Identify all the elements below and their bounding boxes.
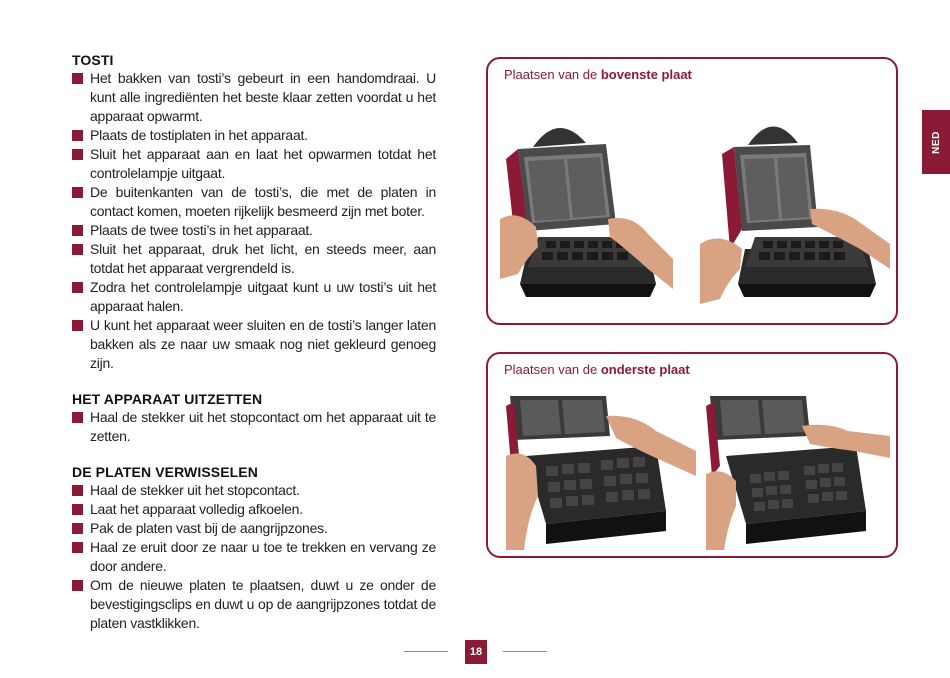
list-item: Haal de stekker uit het stopcontact om het apparaat uit te zetten. <box>72 408 436 446</box>
list-item: Laat het apparaat volledig afkoelen. <box>72 500 436 519</box>
square-bullet-icon <box>72 187 83 198</box>
list-item: U kunt het apparaat weer sluiten en de tosti’s langer laten bakken als ze naar uw smaak nog niet gekleurd genoeg zijn. <box>72 316 436 373</box>
bullet-list <box>72 69 436 373</box>
list-item: Plaats de tostiplaten in het apparaat. <box>72 126 436 145</box>
square-bullet-icon <box>72 225 83 236</box>
panel-caption: Plaatsen van de onderste plaat <box>504 362 690 377</box>
list-item: Sluit het apparaat aan en laat het opwarmen totdat het controlelampje uitgaat. <box>72 145 436 183</box>
square-bullet-icon <box>72 149 83 160</box>
bullet-list <box>72 481 436 633</box>
list-item: Pak de platen vast bij de aangrijpzones. <box>72 519 436 538</box>
instructions-column <box>72 52 436 633</box>
panel-top-plate <box>486 57 898 325</box>
list-item: Haal ze eruit door ze naar u toe te trekken en vervang ze door andere. <box>72 538 436 576</box>
section-tosti <box>72 52 436 373</box>
panel-bottom-plate <box>486 352 898 558</box>
square-bullet-icon <box>72 130 83 141</box>
section-title: DE PLATEN VERWISSELEN <box>72 464 258 480</box>
square-bullet-icon <box>72 542 83 553</box>
square-bullet-icon <box>72 282 83 293</box>
section-title: HET APPARAAT UITZETTEN <box>72 391 263 407</box>
list-item: De buitenkanten van de tosti’s, die met de platen in contact komen, moeten rijkelijk besmeerd zijn met boter. <box>72 183 436 221</box>
photo-bottom-plate-insert-2 <box>706 396 890 550</box>
square-bullet-icon <box>72 523 83 534</box>
photo-top-plate-insert-2 <box>700 99 890 309</box>
panel-caption: Plaatsen van de bovenste plaat <box>504 67 692 82</box>
photo-bottom-plate-insert-1 <box>506 396 696 550</box>
bullet-list <box>72 408 436 446</box>
list-item: Haal de stekker uit het stopcontact. <box>72 481 436 500</box>
square-bullet-icon <box>72 580 83 591</box>
list-item: Het bakken van tosti’s gebeurt in een handomdraai. U kunt alle ingrediënten het beste klaar zetten voordat u het apparaat opwarmt. <box>72 69 436 126</box>
square-bullet-icon <box>72 485 83 496</box>
list-item: Plaats de twee tosti’s in het apparaat. <box>72 221 436 240</box>
square-bullet-icon <box>72 504 83 515</box>
photo-top-plate-insert-1 <box>498 99 673 309</box>
section-platen-verwisselen <box>72 464 436 633</box>
list-item: Sluit het apparaat, druk het licht, en steeds meer, aan totdat het apparaat vergrendeld is. <box>72 240 436 278</box>
page-number: 18 <box>465 640 487 664</box>
footer-divider-left <box>404 651 448 652</box>
list-item: Om de nieuwe platen te plaatsen, duwt u ze onder de bevestigingsclips en duwt u op de aangrijpzones totdat de platen vastklikken. <box>72 576 436 633</box>
list-item: Zodra het controlelampje uitgaat kunt u uw tosti’s uit het apparaat halen. <box>72 278 436 316</box>
section-uitzetten <box>72 391 436 446</box>
language-tab: NED <box>922 110 950 174</box>
footer-divider-right <box>503 651 547 652</box>
square-bullet-icon <box>72 320 83 331</box>
square-bullet-icon <box>72 244 83 255</box>
square-bullet-icon <box>72 73 83 84</box>
section-title: TOSTI <box>72 52 114 68</box>
square-bullet-icon <box>72 412 83 423</box>
